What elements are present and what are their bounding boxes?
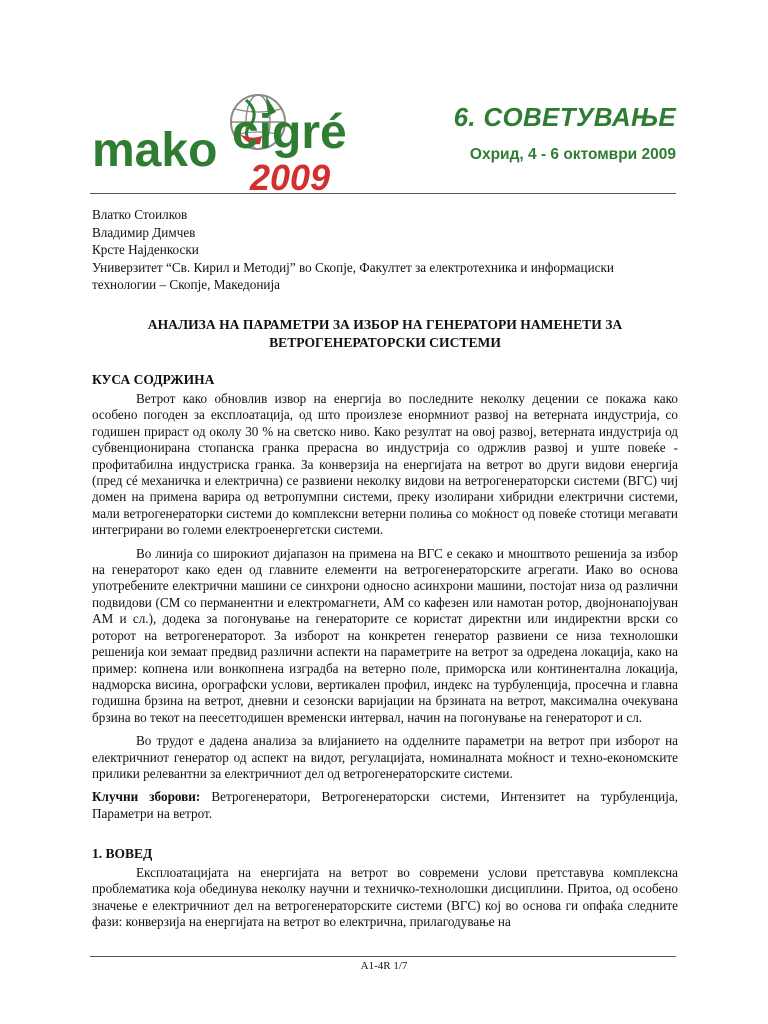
- page-number: A1-4R 1/7: [360, 960, 408, 972]
- author-name: Влатко Стоилков: [92, 207, 188, 222]
- author-affiliation: Универзитет “Св. Кирил и Методиј” во Скопје, Факултет за електротехника и информациски: [92, 259, 614, 275]
- abstract-heading: КУСА СОДРЖИНА: [92, 372, 215, 387]
- abstract-paragraph: Во трудот е дадена анализа за влијанието на одделните параметри на ветрот при изборот на електричниот генератор од аспект на видот, регулацијата, номиналната моќност и техно-економските прилики релевантни за електричниот дел од ветрогенераторските системи.: [92, 733, 678, 781]
- keywords-text: Ветрогенератори, Ветрогенераторски системи, Интензитет на турбуленција, Параметри на ветрот.: [92, 789, 679, 821]
- intro-heading: 1. ВОВЕД: [92, 846, 153, 861]
- header-divider: [90, 193, 676, 194]
- footer-divider: [90, 956, 676, 957]
- abstract-body: [92, 391, 678, 829]
- intro-paragraph: Експлоатацијата на енергијата на ветрот во современи услови претставува комплексна проблематика која обединува неколку научни и техничко-технолошки дисциплини. Притоа, од особено значење е електричниот дел на ветрогенераторските системи (ВГС) кој во основа ги опфаќа следните фази: конверзија на енергијата на ветрот во електрична, прилагодување на: [92, 865, 678, 930]
- event-title: 6. СОВЕТУВАЊЕ: [453, 102, 676, 132]
- makocigre-logo: [90, 82, 370, 194]
- authors-block: [92, 206, 682, 294]
- author-name: Крсте Најденкоски: [92, 242, 199, 258]
- paper-title-line: ВЕТРОГЕНЕРАТОРСКИ СИСТЕМИ: [269, 335, 501, 350]
- keywords-label: Клучни зборови:: [92, 789, 201, 805]
- author-name: Владимир Димчев: [92, 224, 196, 240]
- author-affiliation: технологии – Скопје, Македонија: [92, 277, 280, 293]
- logo-graphic: [90, 82, 370, 194]
- logo-year: 2009: [250, 157, 331, 194]
- logo-word-cigre: cigré: [232, 106, 347, 159]
- event-location-date: Охрид, 4 - 6 октомври 2009: [469, 146, 676, 163]
- abstract-paragraph: Во линија со широкиот дијапазон на примена на ВГС е секако и мноштвото решенија за избор на генераторот како еден од главните елементи на ветрогенераторските агрегати. Иако во основа употребените електрични машини се синхрони односно асинхрони машини, постојат низа од различни подвидови (СМ со перманентни и електромагнети, АМ со кафезен или намотан ротор, двојнонапојуван АМ и сл.), додека за погонување на генераторите се користат директни или индиректни врски со роторот на ветрогенераторот. За изборот на конкретен генератор развиени се низа технолошки решенија кои земаат предвид различни аспекти на параметрите на ветрот за одредена локација, како на пример: копнена или вонкопнена изградба на ветерно поле, приморска или континентална локација, надморска висина, орографски услови, вертикален профил, индекс на турбуленција, просечна и главна годишна брзина на ветрот, дневни и сезонски варијации на брзината на ветрот, максимална очекувана брзина во текот на пеесетгодишен временски интервал, начин на погонување на генераторот и сл.: [92, 545, 678, 725]
- keywords: [92, 789, 678, 822]
- intro-body: [92, 865, 678, 938]
- logo-word-mako: mako: [92, 124, 218, 177]
- abstract-paragraph: Ветрот како обновлив извор на енергија во последните неколку децении се покажа како особено погоден за експлоатација, од што произлезе енормниот развој на ветерната индустрија, со годишен прираст од околу 30 % на светско ниво. Како резултат на овој развој, ветерната индустрија од субвенционирана стопанска гранка прерасна во индустрија со одржлив развој и уште повеќе - профитабилна индустриска гранка. За конверзија на енергијата на ветрот во други видови енергија (пред сé механичка и електрична) се развиени неколку видови на ветрогенераторски системи (ВГС) чиј домен на примена варира од ветропумпни системи, преку изолирани хибридни електрични системи, мали ветрогенераторки системи до комплексни ветерни полиња со моќност од повеќе стотици мегавати интегрирани во големи електроенергетски системи.: [92, 391, 678, 538]
- paper-title-line: АНАЛИЗА НА ПАРАМЕТРИ ЗА ИЗБОР НА ГЕНЕРАТОРИ НАМЕНЕТИ ЗА: [147, 317, 623, 332]
- paper-title: [92, 316, 678, 352]
